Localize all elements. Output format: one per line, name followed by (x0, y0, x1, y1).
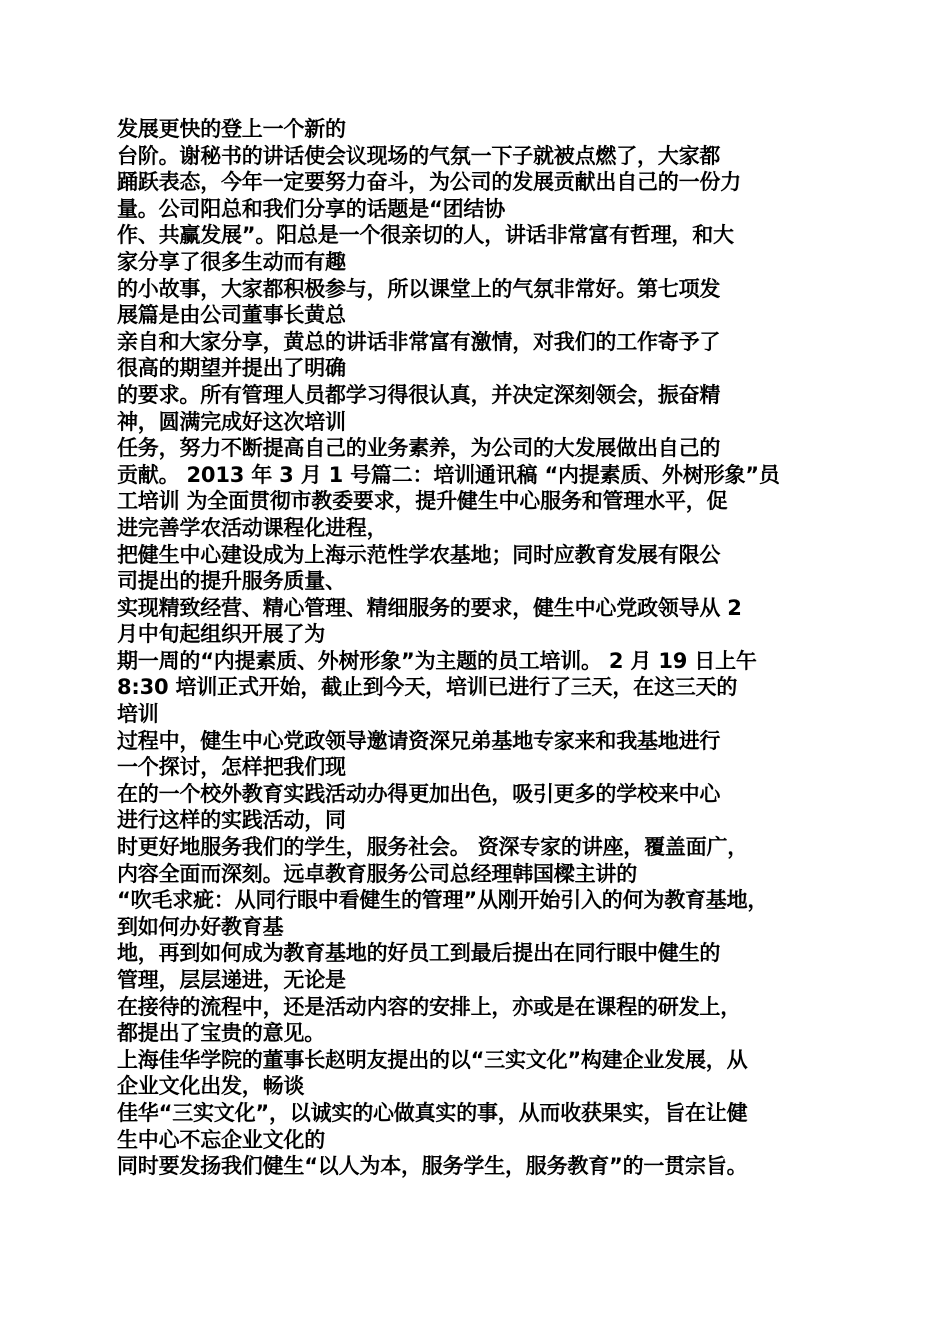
text-line: 量。公司阳总和我们分享的话题是“团结协 (117, 196, 506, 221)
text-line: 上海佳华学院的董事长赵明友提出的以“三实文化”构建企业发展，从 (117, 1047, 748, 1072)
text-line: 展篇是由公司董事长黄总 (117, 303, 346, 328)
text-line: 月中旬起组织开展了为 (117, 622, 325, 647)
text-line: 在的一个校外教育实践活动办得更加出色，吸引更多的学校来中心 (117, 781, 721, 806)
text-line: 发展更快的登上一个新的 (117, 117, 346, 141)
text-line: 实现精致经营、精心管理、精细服务的要求，健生中心党政领导从 2 (117, 595, 742, 620)
text-line: 佳华“三实文化”，以诚实的心做真实的事，从而收获果实，旨在让健 (117, 1100, 748, 1125)
text-line: 作、共赢发展”。阳总是一个很亲切的人，讲话非常富有哲理，和大 (117, 223, 734, 248)
text-line: 地，再到如何成为教育基地的好员工到最后提出在同行眼中健生的 (117, 941, 721, 966)
text-line: 很高的期望并提出了明确 (117, 356, 346, 381)
text-line: 内容全面而深刻。远卓教育服务公司总经理韩国樑主讲的 (117, 861, 637, 886)
text-line: 进完善学农活动课程化进程， (117, 515, 388, 540)
text-line: 到如何办好教育基 (117, 914, 284, 939)
text-line: 都提出了宝贵的意见。 (117, 1021, 325, 1046)
text-line: 期一周的“内提素质、外树形象”为主题的员工培训。 2 月 19 日上午 (117, 648, 757, 673)
text-line: 工培训 为全面贯彻市教委要求，提升健生中心服务和管理水平，促 (117, 489, 728, 514)
text-line: 在接待的流程中，还是活动内容的安排上，亦或是在课程的研发上， (117, 994, 741, 1019)
text-line: 时更好地服务我们的学生，服务社会。 资深专家的讲座，覆盖面广， (117, 835, 749, 860)
text-line: 一个探讨，怎样把我们现 (117, 755, 346, 780)
text-line: 踊跃表态，今年一定要努力奋斗，为公司的发展贡献出自己的一份力 (117, 170, 741, 195)
text-line: 亲自和大家分享，黄总的讲话非常富有激情，对我们的工作寄予了 (117, 329, 721, 354)
text-line: 进行这样的实践活动，同 (117, 808, 346, 833)
text-line: 司提出的提升服务质量、 (117, 569, 346, 594)
text-line: 的小故事，大家都积极参与，所以课堂上的气氛非常好。第七项发 (117, 276, 721, 301)
text-line: 管理，层层递进，无论是 (117, 968, 346, 992)
text-line: “吹毛求疵：从同行眼中看健生的管理”从刚开始引入的何为教育基地， (117, 888, 769, 913)
document-body (117, 116, 842, 1180)
text-line: 企业文化出发，畅谈 (117, 1074, 305, 1099)
text-line: 神，圆满完成好这次培训 (117, 409, 346, 434)
text-line: 生中心不忘企业文化的 (117, 1127, 325, 1152)
text-line: 把健生中心建设成为上海示范性学农基地；同时应教育发展有限公 (117, 542, 721, 567)
text-line: 培训 (117, 702, 159, 727)
text-line: 过程中，健生中心党政领导邀请资深兄弟基地专家来和我基地进行 (117, 728, 721, 753)
text-line: 贡献。 2013 年 3 月 1 号篇二：培训通讯稿 “内提素质、外树形象”员 (117, 462, 780, 487)
text-line: 同时要发扬我们健生“以人为本，服务学生，服务教育”的一贯宗旨。 (117, 1154, 748, 1179)
text-line: 8:30 培训正式开始，截止到今天，培训已进行了三天，在这三天的 (117, 675, 738, 700)
text-line: 任务，努力不断提高自己的业务素养，为公司的大发展做出自己的 (117, 436, 721, 461)
text-line: 的要求。所有管理人员都学习得很认真，并决定深刻领会，振奋精 (117, 382, 721, 407)
text-line: 台阶。谢秘书的讲话使会议现场的气氛一下子就被点燃了，大家都 (117, 143, 721, 168)
text-line: 家分享了很多生动而有趣 (117, 249, 346, 274)
